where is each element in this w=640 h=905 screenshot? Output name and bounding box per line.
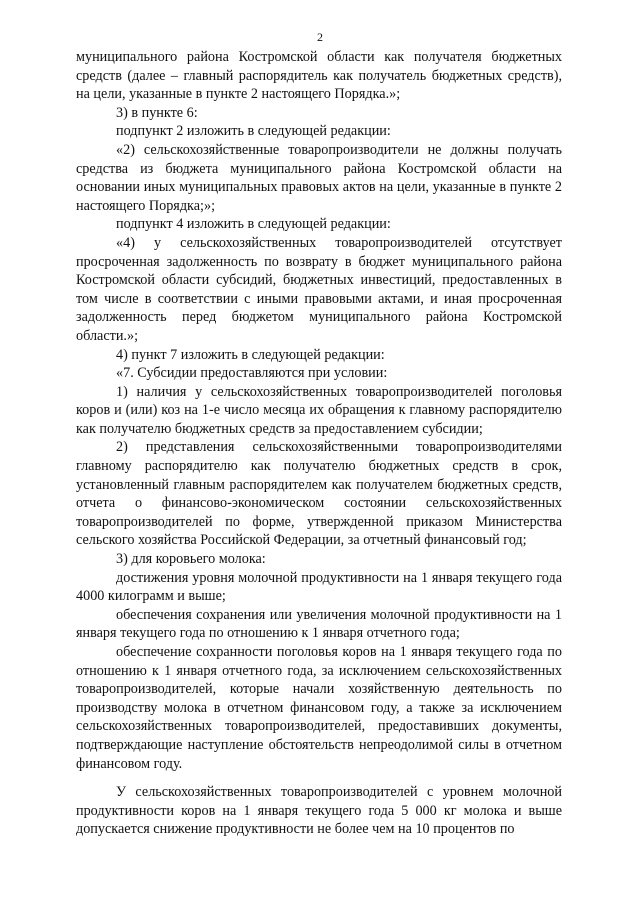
paragraph-subitem-2-intro: подпункт 2 изложить в следующей редакции: [116,123,391,140]
paragraph-productivity-decline: У сельскохозяйственных товаропроизводителей с уровнем молочной продуктивности коров на 1 января текущего года 5 000 кг молока и выше допускается снижение продуктивности не более чем на 10 процентов по [76,784,562,838]
paragraph-subitem-4-text: «4) у сельскохозяйственных товаропроизводителей отсутствует просроченная задолженность по возврату в бюджет муниципального района Костромской области субсидий, бюджетных инвестиций, предоставленных в том числе в соответствии с иными правовыми актами, и иная просроченная задолженность перед бюджетом муниципального района Костромской области.»; [76,234,562,344]
paragraph-subitem-2-text: «2) сельскохозяйственные товаропроизводители не должны получать средства из бюджета муниципального района Костромской области на основании иных муниципальных правовых актов на цели, указанные в пункте 2 настоящего Порядка;»; [76,141,562,214]
paragraph-item-4: 4) пункт 7 изложить в следующей редакции: [116,346,385,363]
paragraph-condition-1: 1) наличия у сельскохозяйственных товаропроизводителей поголовья коров и (или) коз на 1-е число месяца их обращения к главному распорядителю как получателю бюджетных средств за предоставлением субсидии; [76,383,562,437]
paragraph-subitem-4-intro: подпункт 4 изложить в следующей редакции: [116,216,391,233]
paragraph-continuation: муниципального района Костромской области как получателя бюджетных средств (далее – главный распорядитель как получатель бюджетных средств), на цели, указанные в пункте 2 настоящего Порядка.»; [76,49,562,103]
paragraph-condition-2: 2) представления сельскохозяйственными товаропроизводителями главному распорядителю как получателю бюджетных средств в срок, установленный главным распорядителем как получателем бюджетных средств, отчета о финансово-экономическом состоянии сельскохозяйственных товаропроизводителей по форме, утвержденной приказом Министерства сельского хозяйства Российской Федерации, за отчетный финансовый год; [76,439,562,549]
paragraph-productivity-retention: обеспечения сохранения или увеличения молочной продуктивности на 1 января текущего года по отношению к 1 января отчетного года; [76,606,562,642]
paragraph-productivity-level: достижения уровня молочной продуктивности на 1 января текущего года 4000 килограмм и выше; [76,569,562,605]
page-number: 2 [317,30,323,44]
document-body [76,48,562,839]
paragraph-condition-3: 3) для коровьего молока: [116,551,266,568]
paragraph-item-3: 3) в пункте 6: [116,104,198,121]
paragraph-herd-preservation: обеспечение сохранности поголовья коров на 1 января текущего года по отношению к 1 января отчетного года, за исключением сельскохозяйственных товаропроизводителей, которые начали хозяйственную деятельность по производству молока в отчетном финансовом году, а также за исключением сельскохозяйственных товаропроизводителей, предоставивших документы, подтверждающие наступление обстоятельств непреодолимой силы в отчетном финансовом году. [76,644,562,772]
paragraph-clause-7: «7. Субсидии предоставляются при условии: [116,365,388,382]
